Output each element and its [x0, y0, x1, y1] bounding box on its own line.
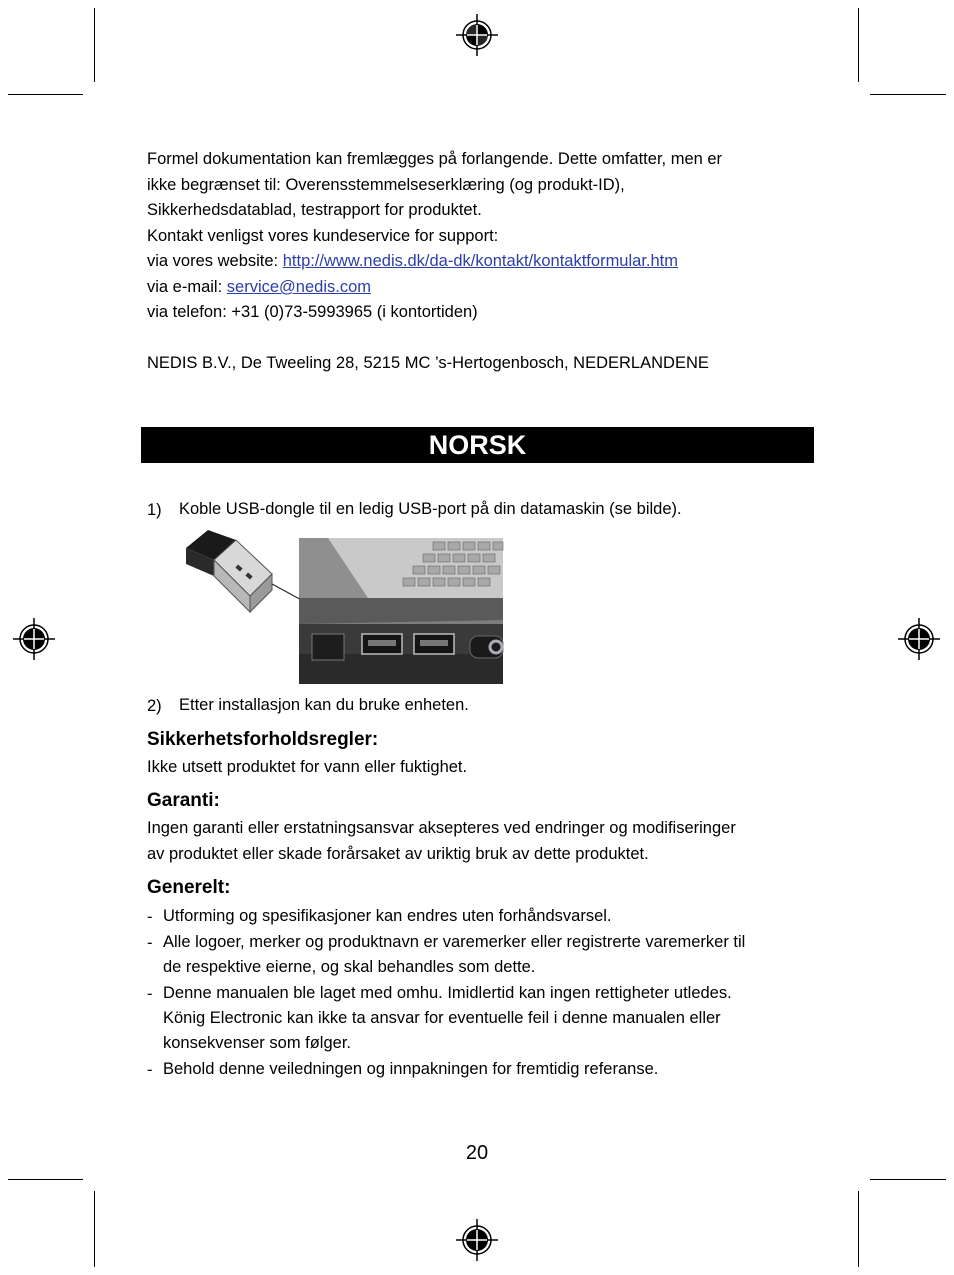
crop-mark	[94, 8, 95, 82]
address-line: NEDIS B.V., De Tweeling 28, 5215 MC ’s-Hertogenbosch, NEDERLANDENE	[147, 354, 709, 372]
intro-line: ikke begrænset til: Overensstemmelseserklæring (og produkt-ID),	[147, 176, 625, 194]
intro-line: Formel dokumentation kan fremlægges på forlangende. Dette omfatter, men er	[147, 150, 723, 168]
bullet-dash: -	[147, 908, 153, 926]
crop-mark	[8, 1179, 83, 1180]
section-title: NORSK	[141, 427, 814, 463]
bullet-dash: -	[147, 985, 153, 1003]
warranty-heading: Garanti:	[147, 790, 220, 811]
website-line	[147, 249, 678, 275]
intro-line: Kontakt venligst vores kundeservice for support:	[147, 227, 499, 245]
general-item: König Electronic kan ikke ta ansvar for eventuelle feil i denne manualen eller	[163, 1009, 721, 1027]
registration-mark-icon	[455, 1218, 499, 1262]
bullet-dash: -	[147, 934, 153, 952]
email-prefix: via e-mail:	[147, 278, 227, 296]
email-link[interactable]: service@nedis.com	[226, 278, 371, 296]
general-item: Denne manualen ble laget med omhu. Imidlertid kan ingen rettigheter utledes.	[163, 984, 732, 1002]
crop-mark	[870, 94, 946, 95]
general-heading: Generelt:	[147, 877, 231, 898]
laptop-ports-photo	[299, 538, 503, 684]
warranty-text: Ingen garanti eller erstatningsansvar aksepteres ved endringer og modifiseringer	[147, 819, 736, 837]
registration-mark-icon	[897, 617, 941, 661]
website-prefix: via vores website:	[147, 252, 283, 270]
registration-mark-icon	[455, 13, 499, 57]
page-number: 20	[465, 1142, 489, 1164]
crop-mark	[870, 1179, 946, 1180]
usb-dongle-illustration	[178, 528, 504, 686]
general-item: Utforming og spesifikasjoner kan endres uten forhåndsvarsel.	[163, 907, 612, 925]
email-line	[147, 275, 371, 301]
bullet-dash: -	[147, 1061, 153, 1079]
crop-mark	[858, 1191, 859, 1267]
step-text: Koble USB-dongle til en ledig USB-port på din datamaskin (se bilde).	[179, 500, 682, 518]
step-number: 1)	[147, 501, 162, 519]
crop-mark	[94, 1191, 95, 1267]
safety-text: Ikke utsett produktet for vann eller fuktighet.	[147, 758, 468, 776]
general-item: de respektive eierne, og skal behandles som dette.	[163, 958, 536, 976]
safety-heading: Sikkerhetsforholdsregler:	[147, 729, 379, 750]
general-item: konsekvenser som følger.	[163, 1034, 351, 1052]
phone-line: via telefon: +31 (0)73-5993965 (i kontortiden)	[147, 303, 478, 321]
warranty-text: av produktet eller skade forårsaket av uriktig bruk av dette produktet.	[147, 845, 649, 863]
crop-mark	[858, 8, 859, 82]
website-link[interactable]: http://www.nedis.dk/da-dk/kontakt/kontaktformular.htm	[282, 252, 679, 270]
step-text: Etter installasjon kan du bruke enheten.	[179, 696, 469, 714]
registration-mark-icon	[12, 617, 56, 661]
crop-mark	[8, 94, 83, 95]
general-item: Behold denne veiledningen og innpakningen for fremtidig referanse.	[163, 1060, 659, 1078]
general-item: Alle logoer, merker og produktnavn er varemerker eller registrerte varemerker til	[163, 933, 746, 951]
step-number: 2)	[147, 697, 162, 715]
intro-line: Sikkerhedsdatablad, testrapport for produktet.	[147, 201, 482, 219]
